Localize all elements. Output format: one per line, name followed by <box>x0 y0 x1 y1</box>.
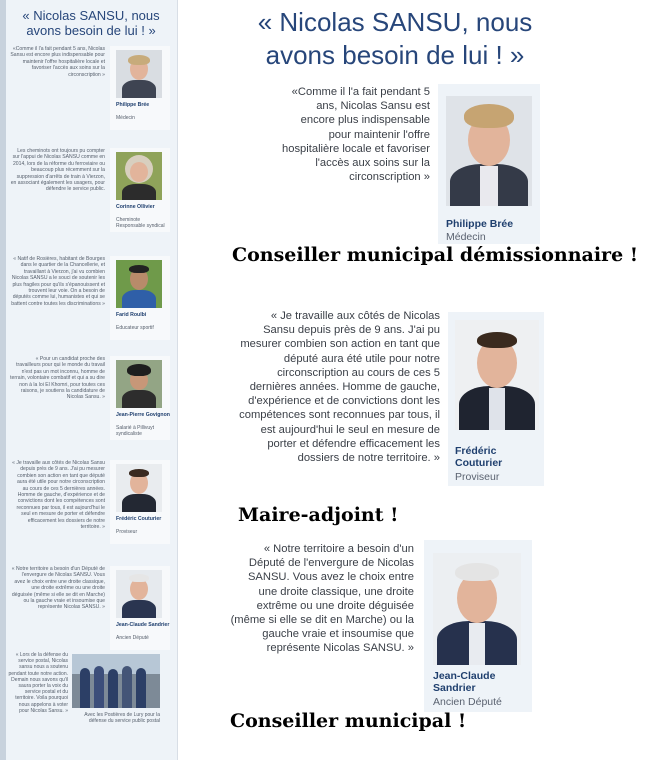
portrait-photo <box>116 260 162 308</box>
testimonial-role: Salarié à Pillivuyt syndicaliste <box>116 425 155 437</box>
left-testimonial-sandrier <box>10 566 170 656</box>
testimonial-card <box>110 566 170 650</box>
testimonial-quote: «Comme il l'a fait pendant 5 ans, Nicolas Sansu est encore plus indispensable pour maintenir l'offre hospitalière locale et favoriser l'accès aux soins sur la circonscription » <box>10 46 105 78</box>
portrait-photo-sandrier <box>433 553 521 665</box>
left-column-title: « Nicolas SANSU, nous avons besoin de lui ! » <box>22 8 160 38</box>
testimonial-role: Educateur sportif <box>116 325 154 331</box>
testimonial-card <box>110 46 170 130</box>
testimonial-quote: « Pour un candidat proche des travailleurs pour qui le monde du travail n'est pas un mot inconnu, homme de terrain, volontaire combatif et qui a su dire non à la loi El Khomri, pour toutes ces raisons, je soutiens la candidature de Nicolas Sansu. » <box>10 356 105 401</box>
main-title: « Nicolas SANSU, nous avons besoin de lui ! » <box>257 7 533 70</box>
portrait-photo <box>116 570 162 618</box>
testimonial-name: Philippe Brée <box>116 102 150 108</box>
testimonial-role: Ancien Député <box>116 635 149 641</box>
portrait-photo-couturier <box>455 320 539 430</box>
main-name-sandrier: Jean-Claude Sandrier <box>433 670 496 694</box>
left-testimonial-brée <box>10 46 170 136</box>
main-quote-brée: «Comme il l'a fait pendant 5 ans, Nicolas Sansu est encore plus indispensable pour maintenir l'offre hospitalière locale et favoriser l'accès aux soins sur la circonscription » <box>282 86 430 184</box>
group-caption: Avec les Postières de Lury pour la défense du service public postal <box>84 712 160 724</box>
testimonial-name: Jean-Pierre Govignon <box>116 412 170 418</box>
portrait-photo-brée <box>446 96 532 206</box>
portrait-photo <box>116 464 162 512</box>
left-flyer-column <box>0 0 178 760</box>
comment-sandrier: Conseiller municipal ! <box>230 710 467 732</box>
left-testimonial-couturier <box>10 460 170 550</box>
testimonial-role: Cheminote Responsable syndical <box>116 217 165 229</box>
portrait-photo <box>116 360 162 408</box>
testimonial-quote: Les cheminots ont toujours pu compter sur l'appui de Nicolas SANSU comme en 2014, lors de la réforme du ferroviaire ou beaucoup plus récemment sur la suppression d'arrêts de train à Vierzon, en associant également les usagers, pour défendre le service public. <box>10 148 105 193</box>
left-edge-strip <box>0 0 6 760</box>
group-quote: « Lors de la défense du service postal, Nicolas sansu nous a soutenu pendant toute notre action. Demain nous savons qu'il saura porter la voix du service postal et du territoire. Voila pourquoi nous appelons à voter pour Nicolas Sansu. » <box>8 652 68 714</box>
testimonial-name: Frédéric Couturier <box>116 516 162 522</box>
testimonial-name: Farid Roulbi <box>116 312 147 318</box>
portrait-photo <box>116 50 162 98</box>
testimonial-role: Médecin <box>116 115 135 121</box>
testimonial-card <box>110 460 170 544</box>
left-group-testimonial <box>8 652 160 722</box>
main-quote-sandrier: « Notre territoire a besoin d'un Député de l'envergure de Nicolas SANSU. Vous avez le choix entre une droite classique, une droite extrême ou une droite déguisée (même si elle se dit en Marche) ou la gauche vraie et insoumise que représente Nicolas SANSU. » <box>230 543 414 655</box>
main-role-sandrier: Ancien Député <box>433 696 502 708</box>
main-name-brée: Philippe Brée <box>446 218 514 230</box>
testimonial-card <box>110 256 170 340</box>
testimonial-quote: « Natif de Rosières, habitant de Bourges dans le quartier de la Chancellerie, et travaillant à Vierzon, j'ai vu combien Nicolas SANSU a le souci de soutenir les plus fragiles pour qu'ils s'épanouissent et trouvent leur voie. On a besoin de députés comme lui, humanistes et qui se battent contre toutes les discriminations » <box>11 256 105 307</box>
main-quote-couturier: « Je travaille aux côtés de Nicolas Sansu depuis près de 9 ans. J'ai pu mesurer combien son action en tant que député aura été utile pour notre circonscription au cours de ces 5 dernières années. Homme de gauche, d'expérience et de convictions dont les compétences sont reconnues par tous, il est aujourd'hui le seul en mesure de porter et défendre efficacement les dossiers de notre territoire. » <box>239 310 440 465</box>
left-testimonial-govignon <box>10 356 170 446</box>
group-photo <box>72 654 160 708</box>
testimonial-card <box>110 356 170 440</box>
main-name-couturier: Frédéric Couturier <box>455 445 503 469</box>
testimonial-name: Corinne Ollivier <box>116 204 155 210</box>
testimonial-role: Proviseur <box>116 529 138 535</box>
portrait-photo <box>116 152 162 200</box>
testimonial-name: Jean-Claude Sandrier <box>116 622 170 628</box>
main-role-couturier: Proviseur <box>455 471 500 483</box>
comment-couturier: Maire-adjoint ! <box>238 504 399 526</box>
comment-brée: Conseiller municipal démissionnaire ! <box>232 244 639 266</box>
left-testimonial-ollivier <box>10 148 170 238</box>
testimonial-quote: « Notre territoire a besoin d'un Député de l'envergure de Nicolas SANSU. Vous avez le choix entre une droite classique, une droite extrême ou une droite déguisée (même si elle se dit en Marche) ou la gauche vraie et insoumise que représente Nicolas SANSU. » <box>11 566 105 611</box>
testimonial-quote: « Je travaille aux côtés de Nicolas Sansu depuis près de 9 ans. J'ai pu mesurer combien son action en tant que député aura été utile pour notre circonscription au cours de ces 5 dernières années. Homme de gauche, d'expérience et de convictions dont les compétences sont reconnues par tous, il est aujourd'hui le seul en mesure de porter et défendre efficacement les dossiers de notre territoire. » <box>12 460 105 531</box>
testimonial-card <box>110 148 170 232</box>
main-role-brée: Médecin <box>446 231 486 243</box>
left-testimonial-roulbi <box>10 256 170 346</box>
